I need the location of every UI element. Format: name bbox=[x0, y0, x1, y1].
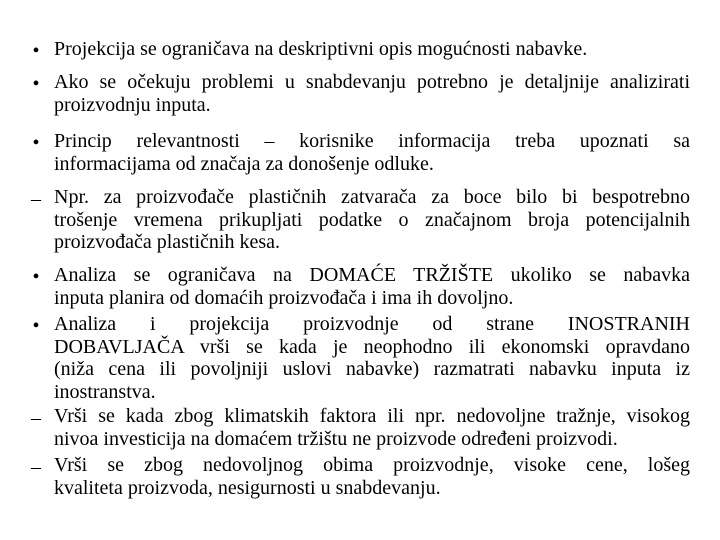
text-line: proizvođača plastičnih kesa. bbox=[54, 231, 281, 253]
text-line: Princip relevantnosti – korisnike informacija treba upoznati sa bbox=[54, 130, 690, 152]
bullet-text bbox=[54, 130, 690, 175]
dash-marker: – bbox=[31, 407, 41, 429]
bullet-marker: • bbox=[32, 315, 40, 337]
bullet-text bbox=[54, 405, 690, 450]
bullet-marker: • bbox=[32, 40, 40, 62]
bullet-text bbox=[54, 313, 690, 403]
bullet-marker: • bbox=[32, 73, 40, 95]
bullet-text bbox=[54, 38, 690, 61]
text-line: Analiza i projekcija proizvodnje od strane INOSTRANIH bbox=[54, 313, 690, 335]
dash-marker: – bbox=[31, 456, 41, 478]
text-line: (niža cena ili povoljniji uslovi nabavke) razmatrati nabavku inputa iz bbox=[54, 358, 690, 380]
text-line: informacijama od značaja za donošenje odluke. bbox=[54, 152, 434, 175]
text-line: Npr. za proizvođače plastičnih zatvarača za boce bilo bi bespotrebno bbox=[54, 186, 690, 208]
text-line: Analiza se ograničava na DOMAĆE TRŽIŠTE ukoliko se nabavka bbox=[54, 264, 690, 286]
text-line: Vrši se zbog nedovoljnog obima proizvodnje, visoke cene, lošeg bbox=[54, 454, 690, 476]
text-line: Vrši se kada zbog klimatskih faktora ili npr. nedovoljne tražnje, visokog bbox=[54, 405, 690, 427]
text-line: kvaliteta proizvoda, nesigurnosti u snabdevanju. bbox=[54, 476, 441, 499]
bullet-text bbox=[54, 71, 690, 116]
text-line: inostranstva. bbox=[54, 380, 156, 403]
dash-marker: – bbox=[31, 188, 41, 210]
bullet-text bbox=[54, 264, 690, 309]
text-line: trošenje vremena prikupljati podatke o značajnom broja potencijalnih bbox=[54, 208, 690, 231]
bullet-marker: • bbox=[32, 132, 40, 154]
bullet-marker: • bbox=[32, 266, 40, 288]
text-line: Projekcija se ograničava na deskriptivni opis mogućnosti nabavke. bbox=[54, 38, 588, 60]
bullet-text bbox=[54, 186, 690, 254]
text-line: nivoa investicija na domaćem tržištu ne proizvode određeni proizvodi. bbox=[54, 427, 618, 450]
text-line: proizvodnju inputa. bbox=[54, 93, 211, 116]
text-line: Ako se očekuju problemi u snabdevanju potrebno je detaljnije analizirati bbox=[54, 71, 690, 93]
text-line: inputa planira od domaćih proizvođača i ima ih dovoljno. bbox=[54, 286, 514, 309]
bullet-text bbox=[54, 454, 690, 499]
text-line: DOBAVLJAČA vrši se kada je neophodno ili ekonomski opravdano bbox=[54, 335, 690, 358]
